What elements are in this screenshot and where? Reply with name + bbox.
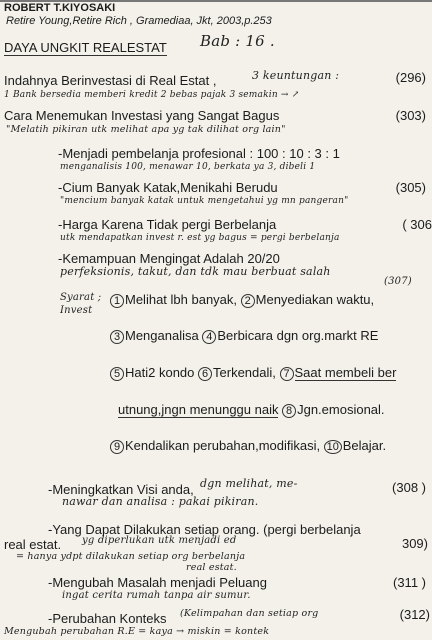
heading-indahnya: Indahnya Berinvestasi di Real Estat , — [4, 73, 217, 88]
note-list: 1 Bank bersedia memberi kredit 2 bebas pajak 3 semakin → ↗ — [4, 90, 300, 100]
point-visi: -Meningkatkan Visi anda, — [48, 482, 194, 497]
circled-number: 5 — [110, 367, 124, 381]
list-row-4 — [118, 402, 385, 418]
author: ROBERT T.KIYOSAKI — [4, 2, 116, 14]
list-item: Berbicara dgn org.markt RE — [217, 328, 379, 343]
source-citation: Retire Young,Retire Rich , Gramediaa, Jkt, 2003,p.253 — [6, 15, 272, 27]
heading-cara: Cara Menemukan Investasi yang Sangat Bagus — [4, 108, 280, 123]
point-dapat-dilakukan: -Yang Dapat Dilakukan setiap orang. (pergi berbelanja — [48, 522, 361, 537]
note-keuntungan: 3 keuntungan : — [252, 69, 340, 82]
point-masalah: -Mengubah Masalah menjadi Peluang — [48, 575, 267, 590]
circled-number: 3 — [110, 330, 124, 344]
list-row-2 — [110, 328, 378, 344]
list-item: Belajar. — [342, 438, 387, 453]
point-kemampuan: -Kemampuan Mengingat Adalah 20/20 — [58, 251, 280, 266]
list-item: Menyediakan waktu, — [255, 292, 375, 307]
page-ref: ( 306 — [402, 217, 432, 232]
bab-note: Bab : 16 . — [200, 32, 275, 50]
page-ref: (305) — [395, 180, 426, 195]
note-mengubah: Mengubah perubahan R.E = kaya → miskin = kontek — [4, 626, 270, 637]
list-row-1 — [110, 292, 374, 308]
note-invest-label: Invest — [60, 305, 93, 316]
list-item: Melihat lbh banyak, — [125, 292, 238, 307]
list-item: Saat membeli ber — [294, 365, 397, 380]
list-item-continued: utnung,jngn menunggu naik — [118, 402, 279, 417]
circled-number: 10 — [324, 440, 342, 454]
circled-number: 2 — [241, 294, 255, 308]
note-melihat: dgn melihat, me- — [200, 477, 298, 490]
page-ref: (311 ) — [393, 575, 426, 590]
page-ref: (303) — [395, 108, 426, 123]
page-ref: (308 ) — [392, 480, 426, 495]
circled-number: 6 — [198, 367, 212, 381]
page-ref: (312) — [399, 607, 430, 622]
note-invest: utk mendapatkan invest r. est yg bagus = pergi berbelanja — [60, 233, 340, 243]
note-syarat: Syarat ; — [60, 292, 102, 303]
list-item: Kendalikan perubahan,modifikasi, — [125, 438, 321, 453]
note-perfeksionis: perfeksionis, takut, dan tdk mau berbuat salah — [60, 265, 331, 278]
note-melatih: "Melatih pikiran utk melihat apa yg tak dilihat org lain" — [6, 124, 286, 135]
circled-number: 1 — [110, 294, 124, 308]
point-pembelanja: -Menjadi pembelanja profesional : 100 : 10 : 3 : 1 — [58, 146, 340, 161]
note-mencium: "mencium banyak katak untuk mengetahui yg mn pangeran" — [60, 196, 349, 206]
page-ref: (296) — [395, 70, 426, 85]
point-katak: -Cium Banyak Katak,Menikahi Berudu — [58, 180, 278, 195]
page-ref: 309) — [401, 536, 428, 551]
list-item: Menganalisa — [125, 328, 199, 343]
list-item: Hati2 kondo — [125, 365, 195, 380]
page-ref-307: (307) — [384, 276, 412, 287]
circled-number: 9 — [110, 440, 124, 454]
page-title: DAYA UNGKIT REALESTAT — [4, 40, 167, 55]
list-item: Terkendali, — [213, 365, 276, 380]
point-harga: -Harga Karena Tidak pergi Berbelanja — [58, 217, 277, 232]
note-menganalisis: menganalisis 100, menawar 10, berkata ya 3, dibeli 1 — [60, 162, 316, 172]
note-real-estat: real estat. — [186, 562, 237, 573]
note-diperlukan: yg diperlukan utk menjadi ed — [82, 535, 237, 546]
list-item: Jgn.emosional. — [297, 402, 385, 417]
list-row-5 — [110, 438, 386, 454]
note-kelimpahan: (Kelimpahan dan setiap org — [180, 608, 319, 619]
note-nawar: nawar dan analisa : pakai pikiran. — [62, 495, 259, 508]
note-hanya: = hanya ydpt dilakukan setiap org berbelanja — [16, 551, 246, 562]
point-real-estat: real estat. — [4, 537, 62, 552]
point-konteks: -Perubahan Konteks — [48, 611, 167, 626]
circled-number: 7 — [280, 367, 294, 381]
note-cerita: ingat cerita rumah tanpa air sumur. — [62, 590, 251, 601]
list-row-3 — [110, 365, 396, 381]
circled-number: 8 — [282, 404, 296, 418]
circled-number: 4 — [202, 330, 216, 344]
